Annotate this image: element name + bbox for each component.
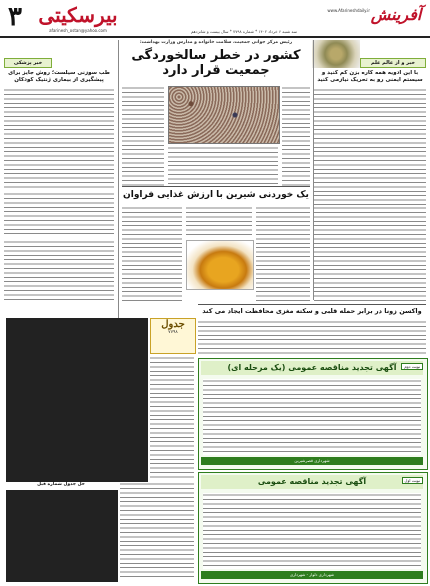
- right-site-url: www.Afarineshdaily.ir: [327, 8, 370, 13]
- answer-grid: [6, 490, 118, 582]
- divider: [122, 186, 310, 187]
- medical-body-text-2: [4, 192, 114, 236]
- ad2-footer: شهرداری دلوار - شهرداری: [201, 571, 423, 579]
- tender-ad-1: [198, 358, 428, 470]
- honey-body-mid: [186, 206, 252, 236]
- spice-headline: با این ادویه همه کاره بزن کم کنید و سیستم ایمنی رو به تحریک نیازمی کنید: [317, 70, 423, 83]
- main-headline: کشور در خطر سالخوردگی جمعیت قرار دارد: [131, 48, 301, 78]
- answer-title: حل جدول شماره قبل: [37, 482, 85, 487]
- medical-body-text: [4, 88, 114, 188]
- honey-body-left: [122, 206, 182, 302]
- vaccine-headline: واکسن زونا در برابر حمله قلبی و سکته مغزی محافظت ایجاد می کند: [202, 307, 422, 315]
- clues-continued: [120, 482, 194, 580]
- ad1-footer: شهرداری قصرشیرین: [201, 457, 423, 465]
- honey-body-right: [256, 206, 310, 302]
- ad2-badge: نوبت اول: [402, 477, 423, 484]
- crossword-grid[interactable]: [6, 318, 148, 482]
- ad1-badge: نوبت دوم: [401, 363, 423, 370]
- puzzle-number: ۷۷۹۸: [168, 330, 178, 335]
- page-number: ۳: [8, 2, 22, 32]
- ad2-body: [203, 493, 421, 569]
- main-body-right: [282, 86, 310, 186]
- puzzle-logo-box: [150, 318, 196, 354]
- right-lower-text: [314, 206, 426, 302]
- crowd-photo: [168, 86, 280, 144]
- page-header: [0, 0, 430, 38]
- honey-photo: [186, 240, 254, 290]
- ad1-body: [203, 379, 421, 455]
- brand-logo: بیرسکیتی: [38, 3, 118, 27]
- main-body-center: [168, 146, 278, 186]
- medical-headline: طب سوزنی سیلست؛ روش جایز برای پیشگیری از بیماری ژنتیک کودکان: [8, 70, 110, 83]
- crossword-clues: [150, 356, 194, 480]
- section-tab-medical: خبر پزشکی: [4, 58, 52, 68]
- honey-headline: یک خوردنی شیرین با ارزش غذایی فراوان: [123, 190, 309, 200]
- tender-ad-2: [198, 472, 428, 584]
- puzzle-title: جدول: [161, 319, 185, 330]
- main-body-left: [122, 86, 164, 186]
- vaccine-body-text: [198, 320, 426, 356]
- ad1-title: آگهی تجدید مناقصه عمومی (یک مرحله ای): [201, 361, 423, 375]
- spice-photo: [312, 40, 360, 68]
- medical-body-text-3: [4, 240, 114, 300]
- right-brand-logo: آفرینش: [370, 5, 422, 24]
- dateline: سه شنبه ۶ خرداد ۱۴۰۲ * شماره ۷۷۹۸ * سال بیست و شانزدهم: [191, 29, 297, 34]
- ad2-title: آگهی تجدید مناقصه عمومی: [201, 475, 423, 489]
- divider: [198, 304, 426, 305]
- section-tab-science: خبر و از عالم علم: [360, 58, 426, 68]
- main-kicker: رئیس مرکز جوانی جمعیت، سلامت خانواده و مدارس وزارت بهداشت:: [139, 40, 293, 45]
- brand-email: afarinesh_ostan@yahoo.com: [49, 28, 107, 33]
